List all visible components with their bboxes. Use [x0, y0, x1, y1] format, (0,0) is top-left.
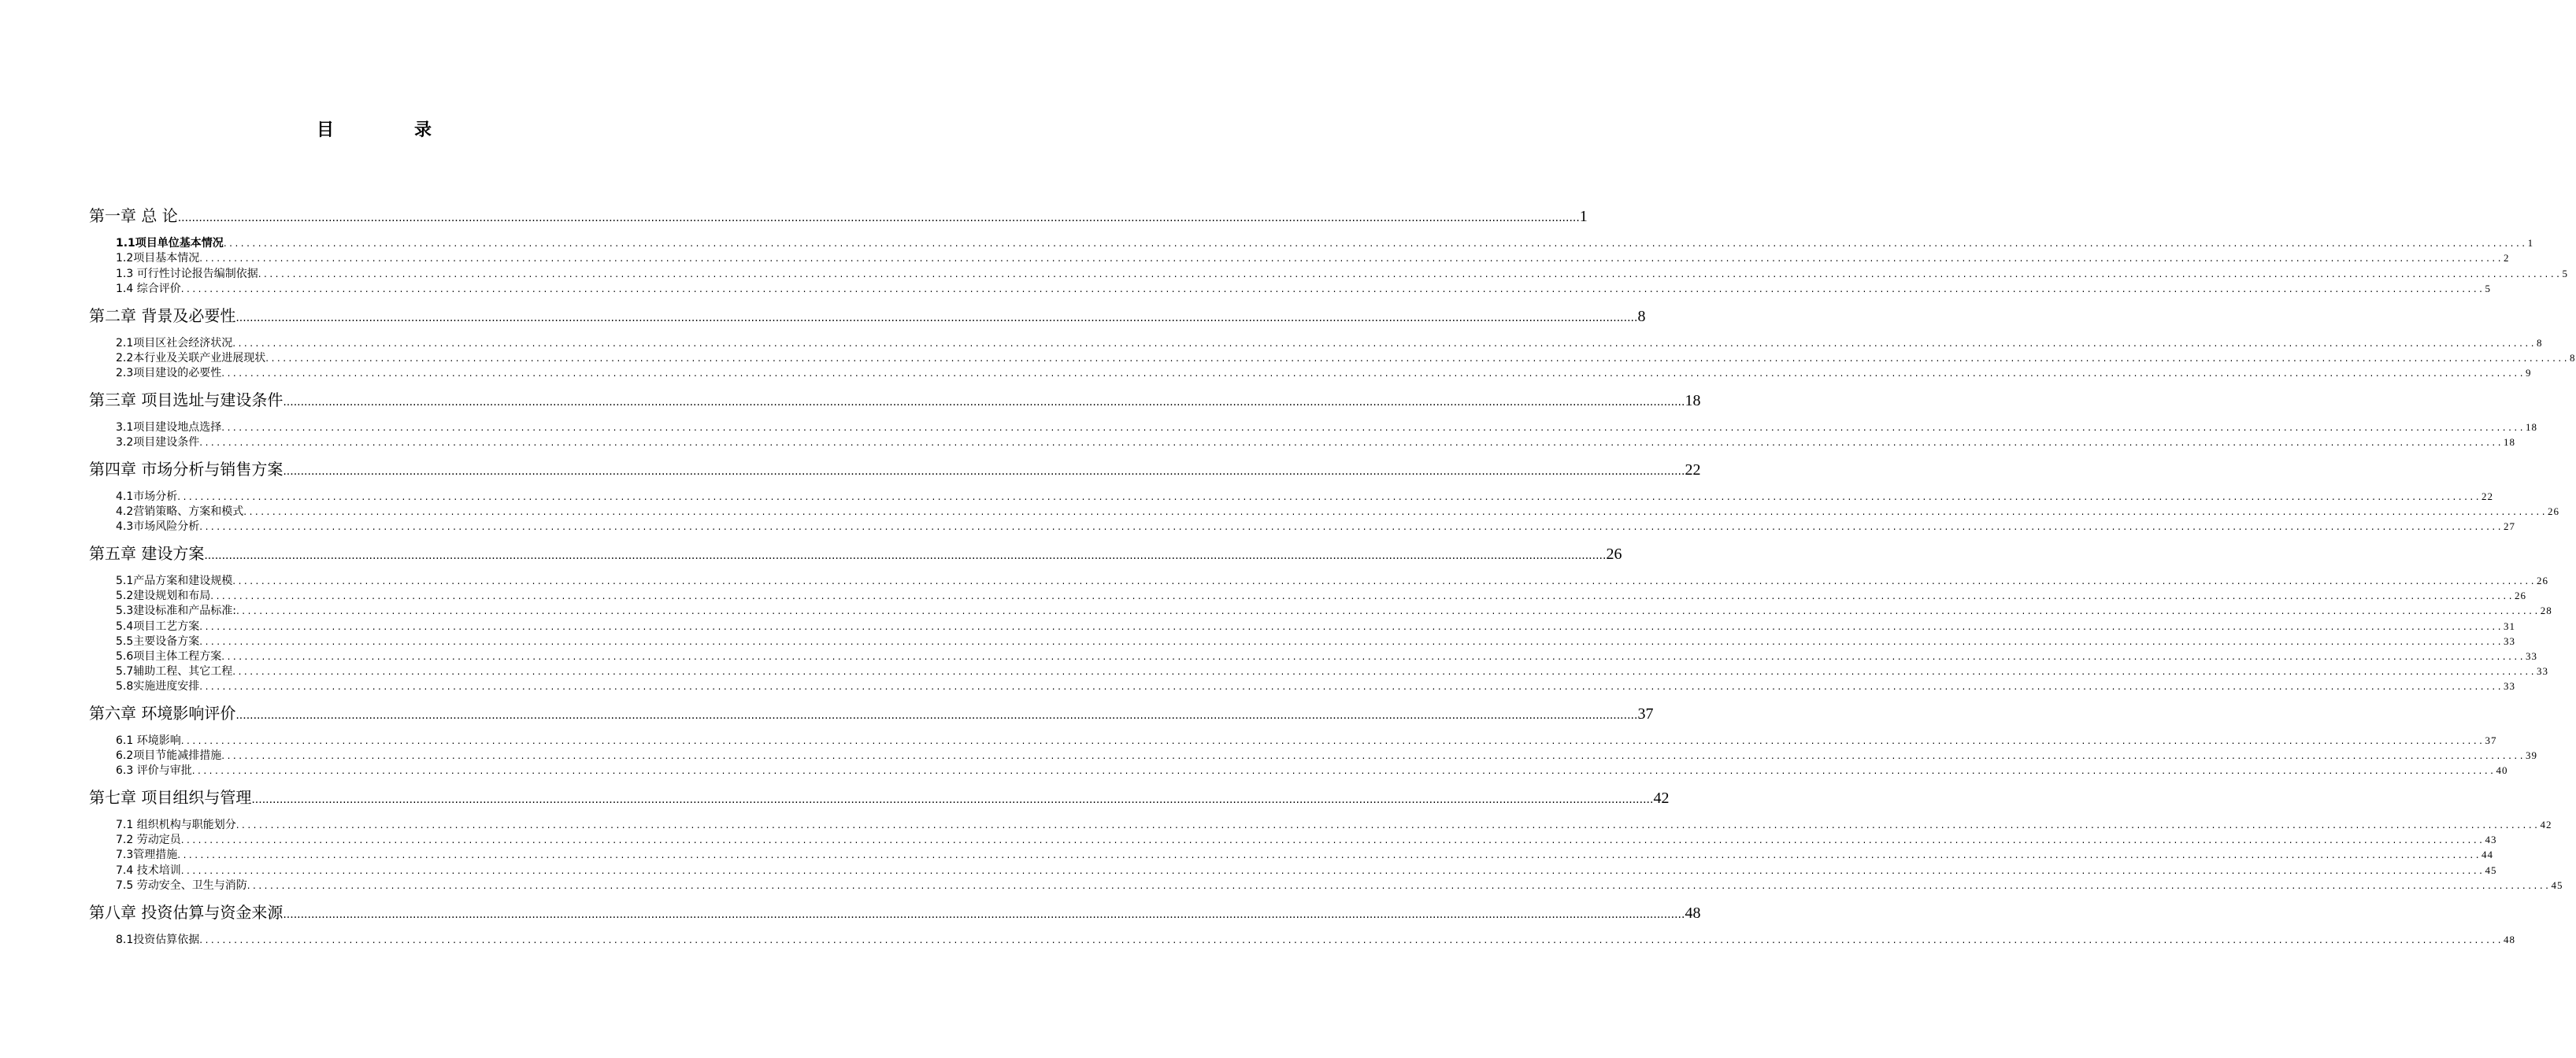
toc-title: 目 录	[316, 120, 463, 140]
toc-dot-leader: ................................................................................................................................................................................................................................................................................................................................................................................................................	[199, 636, 2504, 647]
toc-dot-leader: ................................................................................................................................................................................................................................................................................................................................................................................................................	[283, 908, 1685, 921]
toc-dot-leader: ................................................................................................................................................................................................................................................................................................................................................................................................................	[177, 212, 1580, 224]
toc-chapter-entry[interactable]	[89, 389, 1701, 411]
toc-entry-label: 7.3管理措施	[116, 849, 178, 861]
toc-page-number: 33	[2537, 665, 2549, 677]
toc-entry-label: 第五章 建设方案	[89, 544, 205, 563]
toc-dot-leader: ................................................................................................................................................................................................................................................................................................................................................................................................................	[232, 338, 2537, 349]
toc-dot-leader: ................................................................................................................................................................................................................................................................................................................................................................................................................	[246, 880, 2552, 891]
toc-page-number: 26	[1606, 546, 1622, 563]
toc-page-number: 1	[2527, 237, 2534, 249]
toc-section-entry[interactable]	[116, 250, 2510, 265]
toc-section-entry[interactable]	[116, 664, 2549, 679]
toc-entry-label: 5.1产品方案和建设规模	[116, 575, 233, 587]
toc-dot-leader: ................................................................................................................................................................................................................................................................................................................................................................................................................	[210, 590, 2515, 601]
toc-section-entry[interactable]	[116, 235, 2534, 250]
toc-section-entry[interactable]	[116, 519, 2516, 534]
toc-page-number: 48	[1685, 904, 1701, 922]
toc-entry-label: 3.2项目建设条件	[116, 436, 200, 449]
toc-page-number: 8	[1637, 308, 1646, 325]
toc-dot-leader: ................................................................................................................................................................................................................................................................................................................................................................................................................	[199, 437, 2504, 448]
toc-page-number: 33	[2526, 650, 2538, 662]
toc-entry-label: 8.1投资估算依据	[116, 934, 200, 946]
toc-section-entry[interactable]	[116, 489, 2494, 504]
toc-entry-label: 7.5 劳动安全、卫生与消防	[116, 879, 247, 892]
toc-dot-leader: ................................................................................................................................................................................................................................................................................................................................................................................................................	[221, 422, 2526, 433]
toc-entry-label: 1.4 综合评价	[116, 283, 181, 295]
toc-dot-leader: ................................................................................................................................................................................................................................................................................................................................................................................................................	[283, 396, 1685, 409]
toc-section-entry[interactable]	[116, 634, 2516, 649]
toc-page-number: 26	[2548, 505, 2560, 517]
toc-page-number: 1	[1579, 208, 1588, 225]
toc-entry-label: 第七章 项目组织与管理	[89, 788, 252, 807]
toc-section-entry[interactable]	[116, 588, 2527, 603]
toc-dot-leader: ................................................................................................................................................................................................................................................................................................................................................................................................................	[177, 491, 2482, 502]
toc-dot-leader: ................................................................................................................................................................................................................................................................................................................................................................................................................	[180, 865, 2485, 876]
toc-entry-label: 7.1 组织机构与职能划分	[116, 819, 236, 831]
toc-entry-label: 4.2营销策略、方案和模式	[116, 505, 244, 518]
toc-entry-label: 6.1 环境影响	[116, 734, 181, 747]
toc-section-entry[interactable]	[116, 649, 2538, 664]
toc-dot-leader: ................................................................................................................................................................................................................................................................................................................................................................................................................	[232, 666, 2537, 677]
toc-entry-label: 5.6项目主体工程方案	[116, 650, 222, 663]
toc-section-entry[interactable]	[116, 350, 2576, 365]
toc-section-entry[interactable]	[116, 748, 2538, 763]
toc-entry-label: 1.3 可行性讨论报告编制依据	[116, 268, 258, 280]
toc-dot-leader: ................................................................................................................................................................................................................................................................................................................................................................................................................	[265, 353, 2570, 364]
toc-page-number: 42	[1653, 790, 1670, 807]
toc-entry-label: 5.5主要设备方案	[116, 635, 200, 648]
toc-entry-label: 第二章 背景及必要性	[89, 306, 236, 325]
toc-entry-label: 4.3市场风险分析	[116, 520, 200, 533]
toc-page-number: 22	[2481, 490, 2494, 502]
toc-page-number: 8	[2570, 352, 2576, 364]
toc-dot-leader: ................................................................................................................................................................................................................................................................................................................................................................................................................	[251, 794, 1654, 806]
toc-entry-label: 1.2项目基本情况	[116, 252, 200, 264]
toc-entry-label: 第四章 市场分析与销售方案	[89, 460, 284, 479]
toc-page-number: 18	[1685, 392, 1701, 409]
toc-entry-label: 1.1项目单位基本情况	[116, 237, 224, 250]
toc-entry-label: 5.7辅助工程、其它工程	[116, 665, 233, 678]
toc-page-number: 2	[2504, 252, 2510, 264]
toc-entry-label: 第八章 投资估算与资金来源	[89, 903, 284, 922]
toc-dot-leader: ................................................................................................................................................................................................................................................................................................................................................................................................................	[258, 268, 2563, 279]
toc-entry-label: 4.1市场分析	[116, 490, 178, 503]
toc-chapter-entry[interactable]	[89, 305, 1646, 327]
toc-section-entry[interactable]	[116, 763, 2508, 778]
toc-dot-leader: ................................................................................................................................................................................................................................................................................................................................................................................................................	[204, 549, 1607, 562]
toc-chapter-entry[interactable]	[89, 786, 1670, 808]
toc-section-entry[interactable]	[116, 420, 2538, 435]
toc-section-entry[interactable]	[116, 365, 2532, 380]
toc-page-number: 37	[1637, 705, 1654, 723]
toc-page-number: 45	[2551, 879, 2563, 891]
toc-page-number: 18	[2526, 421, 2538, 433]
toc-section-entry[interactable]	[116, 335, 2543, 350]
toc-page-number: 8	[2537, 337, 2543, 349]
toc-section-entry[interactable]	[116, 603, 2552, 618]
toc-entry-label: 5.3建设标准和产品标准:	[116, 605, 236, 617]
toc-page-number: 9	[2526, 367, 2532, 379]
toc-entry-label: 6.2项目节能减排措施	[116, 749, 222, 762]
toc-entry-label: 5.2建设规划和布局	[116, 590, 211, 602]
toc-page-number: 45	[2485, 864, 2497, 876]
toc-dot-leader: ................................................................................................................................................................................................................................................................................................................................................................................................................	[180, 283, 2485, 294]
toc-entry-label: 第一章 总 论	[89, 206, 178, 225]
toc-section-entry[interactable]	[116, 847, 2494, 862]
toc-page-number: 22	[1685, 461, 1701, 479]
toc-chapter-entry[interactable]	[89, 901, 1701, 923]
toc-section-entry[interactable]	[116, 878, 2563, 893]
toc-section-entry[interactable]	[116, 619, 2516, 634]
toc-section-entry[interactable]	[116, 733, 2497, 748]
toc-page-number: 33	[2504, 680, 2516, 692]
toc-section-entry[interactable]	[116, 863, 2497, 878]
toc-section-entry[interactable]	[116, 832, 2497, 847]
toc-chapter-entry[interactable]	[89, 542, 1622, 564]
toc-page-number: 26	[2515, 590, 2527, 601]
toc-entry-label: 5.4项目工艺方案	[116, 620, 200, 633]
toc-dot-leader: ................................................................................................................................................................................................................................................................................................................................................................................................................	[177, 849, 2482, 860]
toc-dot-leader: ................................................................................................................................................................................................................................................................................................................................................................................................................	[235, 709, 1638, 722]
toc-entry-label: 2.1项目区社会经济状况	[116, 337, 233, 350]
toc-section-entry[interactable]	[116, 435, 2516, 449]
toc-dot-leader: ................................................................................................................................................................................................................................................................................................................................................................................................................	[223, 238, 2528, 249]
toc-chapter-entry[interactable]	[89, 702, 1654, 724]
toc-chapter-entry[interactable]	[89, 205, 1588, 227]
toc-dot-leader: ................................................................................................................................................................................................................................................................................................................................................................................................................	[221, 651, 2526, 662]
toc-dot-leader: ................................................................................................................................................................................................................................................................................................................................................................................................................	[191, 765, 2496, 776]
toc-section-entry[interactable]	[116, 281, 2491, 296]
toc-entry-label: 3.1项目建设地点选择	[116, 421, 222, 434]
toc-dot-leader: ................................................................................................................................................................................................................................................................................................................................................................................................................	[180, 834, 2485, 845]
toc-dot-leader: ................................................................................................................................................................................................................................................................................................................................................................................................................	[199, 621, 2504, 632]
toc-dot-leader: ................................................................................................................................................................................................................................................................................................................................................................................................................	[199, 521, 2504, 532]
toc-dot-leader: ................................................................................................................................................................................................................................................................................................................................................................................................................	[243, 506, 2548, 517]
toc-page-number: 5	[2562, 268, 2568, 279]
toc-chapter-entry[interactable]	[89, 458, 1701, 480]
toc-entry-label: 第三章 项目选址与建设条件	[89, 390, 284, 409]
toc-dot-leader: ................................................................................................................................................................................................................................................................................................................................................................................................................	[221, 368, 2526, 379]
toc-entry-label: 7.4 技术培训	[116, 864, 181, 877]
toc-page-number: 5	[2485, 283, 2491, 294]
toc-page-number: 39	[2526, 749, 2538, 761]
toc-page-number: 33	[2504, 635, 2516, 647]
toc-section-entry[interactable]	[116, 573, 2549, 588]
toc-entry-label: 6.3 评价与审批	[116, 764, 192, 777]
toc-page-number: 43	[2485, 834, 2497, 845]
toc-page-number: 26	[2537, 575, 2549, 586]
toc-entry-label: 第六章 环境影响评价	[89, 704, 236, 723]
toc-dot-leader: ................................................................................................................................................................................................................................................................................................................................................................................................................	[232, 575, 2537, 586]
toc-dot-leader: ................................................................................................................................................................................................................................................................................................................................................................................................................	[235, 819, 2541, 830]
toc-entry-label: 7.2 劳动定员	[116, 834, 181, 846]
toc-dot-leader: ................................................................................................................................................................................................................................................................................................................................................................................................................	[283, 465, 1685, 478]
toc-dot-leader: ................................................................................................................................................................................................................................................................................................................................................................................................................	[221, 750, 2526, 761]
toc-dot-leader: ................................................................................................................................................................................................................................................................................................................................................................................................................	[199, 253, 2504, 264]
toc-page-number: 28	[2540, 605, 2552, 616]
toc-page-number: 31	[2504, 620, 2516, 632]
toc-page-number: 44	[2481, 849, 2494, 860]
toc-page-number: 27	[2504, 520, 2516, 532]
toc-section-entry[interactable]	[116, 817, 2552, 832]
toc-section-entry[interactable]	[116, 932, 2516, 947]
toc-dot-leader: ................................................................................................................................................................................................................................................................................................................................................................................................................	[235, 605, 2541, 616]
toc-dot-leader: ................................................................................................................................................................................................................................................................................................................................................................................................................	[180, 735, 2485, 746]
toc-dot-leader: ................................................................................................................................................................................................................................................................................................................................................................................................................	[235, 312, 1638, 324]
toc-entry-label: 2.2本行业及关联产业进展现状	[116, 352, 266, 364]
toc-page-number: 37	[2485, 734, 2497, 746]
toc-entry-label: 5.8实施进度安排	[116, 680, 200, 693]
toc-entry-label: 2.3项目建设的必要性	[116, 367, 222, 379]
toc-section-entry[interactable]	[116, 504, 2560, 519]
toc-dot-leader: ................................................................................................................................................................................................................................................................................................................................................................................................................	[199, 934, 2504, 945]
toc-section-entry[interactable]	[116, 679, 2516, 694]
toc-page-number: 42	[2540, 819, 2552, 830]
toc-section-entry[interactable]	[116, 266, 2568, 281]
toc-page-number: 40	[2496, 764, 2508, 776]
toc-dot-leader: ................................................................................................................................................................................................................................................................................................................................................................................................................	[199, 681, 2504, 692]
toc-page-number: 18	[2504, 436, 2516, 448]
toc-page-number: 48	[2504, 934, 2516, 945]
